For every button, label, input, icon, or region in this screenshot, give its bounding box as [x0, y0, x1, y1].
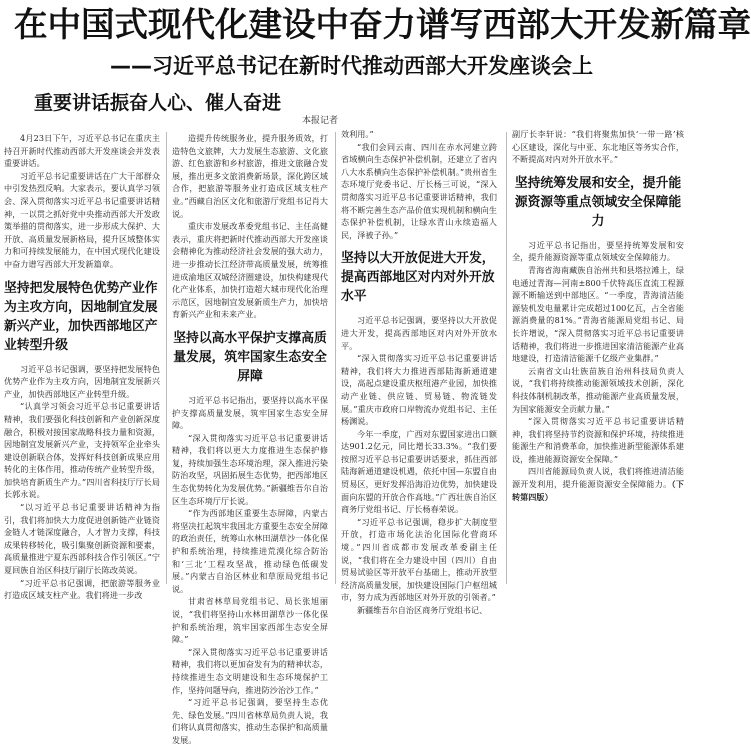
- paragraph: “认真学习领会习近平总书记重要讲话精神，我们要强化科技创新和产业创新深度融合，积极对接国家战略科技力量和资源，因地制宜发展新兴产业，支持领军企业牵头建设创新联合体，发挥好科技创新成果应用转化的主体作用，推动传统产业转型升级，加快培育新质生产力。”四川省科技厅厅长局长郭永说。: [4, 401, 160, 500]
- paragraph: 习近平总书记重要讲话在广大干部群众中引发热烈反响。大家表示，要认真学习领会、深入贯彻落实习近平总书记重要讲话精神，一以贯之抓好党中央推动西部大开发政策举措的贯彻落实，进一步形成大保护、大开放、高质量发展新格局，提升区域整体实力和可持续发展能力，在中国式现代化建设中奋力谱写西部大开发新篇章。: [4, 170, 160, 269]
- paragraph: 造提升传统服务业，提升服务质效，打造特色文旅牌，大力发展生态旅游、文化旅游、红色旅游和乡村旅游，推进文旅融合发展，推出更多文旅消费新场景，深化跨区域合作，把旅游等服务业打造成区域支柱产业。”西藏自治区文化和旅游厅党组书记肖大说。: [172, 133, 328, 219]
- paragraph: 今年一季度，广西对东盟国家进出口额达901.2亿元，同比增长33.3%。“我们要按照习近平总书记重要讲话要求，抓住西部陆海新通道建设机遇，依托中国—东盟自由贸易区，更好发挥沿海沿边优势，加快建设面向东盟的开放合作高地。”广西壮族自治区商务厅党组书记、厅长杨春荣说。: [341, 428, 497, 515]
- paragraph: “习近平总书记强调，稳步扩大制度型开放，打造市场化法治化国际化营商环境。”四川省成都市发展改革委副主任说，“我们将在全力建设中国（四川）自由贸易试验区等开放平台基础上，推动开放型经济高质量发展，加快建设国际门户枢纽城市，努力成为西部地区对外开放的引领者。”: [341, 516, 497, 603]
- section-heading: 坚持把发展特色优势产业作为主攻方向，因地制宜发展新兴产业，加快西部地区产业转型升级: [4, 280, 158, 353]
- page-subtitle-line2: 重要讲话振奋人心、催人奋进: [34, 92, 282, 114]
- paragraph: “以习近平总书记重要讲话精神为指引，我们将加快大力度促进创新链产业链资金链人才链深度融合，人才智力支撑，科技成果转移转化，吸引集聚创新资源和要素，高质量推进宁夏东西部科技合作引领区。”宁夏回族自治区科技厅副厅长陈改英说。: [4, 502, 160, 576]
- paragraph: 甘肃省林草局党组书记、局长张旭丽说，“我们将坚持山水林田湖草沙一体化保护和系统治理，筑牢国家西部生态安全屏障。”: [172, 596, 328, 645]
- paragraph: 云南省文山壮族苗族自治州科技局负责人说，“我们将持续推动能源领域技术创新，深化科技体制机制改革，推动能源产业高质量发展，为国家能源安全贡献力量。”: [512, 365, 684, 414]
- paragraph: 4月23日下午，习近平总书记在重庆主持召开新时代推动西部大开发座谈会并发表重要讲话。: [4, 133, 160, 169]
- column-rule: [506, 132, 507, 584]
- paragraph: 习近平总书记指出，要坚持统筹发展和安全，提升能源资源等重点领域安全保障能力。: [512, 239, 684, 263]
- paragraph: “习近平总书记强调，要坚持生态优先、绿色发展。”四川省林草局负责人说，我们将认真贯彻落实，推动生态保护和高质量发展。: [172, 697, 328, 745]
- article-column-2: [172, 132, 328, 745]
- paragraph: 习近平总书记强调，要坚持把发展特色优势产业作为主攻方向，因地制宜发展新兴产业，加快西部地区产业转型升级。: [4, 363, 160, 399]
- paragraph: “深入贯彻落实习近平总书记重要讲话精神，我们将以更加奋发有为的精神状态，持续推进生态文明建设和生态环境保护工作，坚持问题导向，推进防沙治沙工作。”: [172, 646, 328, 695]
- paragraph: “作为西部地区重要生态屏障，内蒙古将坚决扛起筑牢我国北方重要生态安全屏障的政治责任，统筹山水林田湖草沙一体化保护和系统治理，持续推进荒漠化综合防治和‘三北’工程攻坚战，推动绿色低碳发展。”内蒙古自治区林业和草原局党组书记说。: [172, 508, 328, 594]
- byline: 本报记者: [302, 116, 339, 126]
- page-subtitle: ——习近平总书记在新时代推动西部大开发座谈会上: [110, 54, 593, 78]
- paragraph: 效利用。”: [341, 129, 374, 139]
- paragraph: 青海省海南藏族自治州共和县塔拉滩上，绿电通过青海—河南±800千伏特高压直流工程源源不断输送到中部地区。“一季度，青海清洁能源装机发电量累计完成超过100亿瓦，占全省能源消费量的81%。”青海省能源局党组书记、局长许增说，“深入贯彻落实习近平总书记重要讲话精神，我们将进一步推进国家清洁能源产业高地建设，打造清洁能源千亿级产业集群。”: [512, 264, 684, 364]
- paragraph: 重庆市发展改革委党组书记、主任高健表示，重庆将把新时代推动西部大开发座谈会精神化为推动经济社会发展的强大动力，进一步推动长江经济带高质量发展，统筹推进成渝地区双城经济圈建设，加快构建现代化产业体系，加快打造超大城市现代化治理示范区，因地制宜发展新质生产力，加快培育新兴产业和未来产业。: [172, 221, 328, 320]
- paragraph: 习近平总书记指出，要坚持以高水平保护支撑高质量发展，筑牢国家生态安全屏障。: [172, 394, 328, 431]
- paragraph: [512, 465, 684, 503]
- paragraph: “深入贯彻落实习近平总书记重要讲话精神，我们将以更大力度推进生态保护修复，持续加强生态环境治理，深入推进污染防治攻坚，巩固拓展生态优势，把西部地区生态优势转化为发展优势。”新疆维吾尔自治区生态环境厅厅长说。: [172, 432, 328, 506]
- paragraph: “我们会同云南、四川在赤水河建立跨省域横向生态保护补偿机制，还建立了省内八大水系横向生态保护补偿机制。”贵州省生态环境厅党委书记、厅长杨三可说，“深入贯彻落实习近平总书记重要讲话精神，我们将不断完善生态产品价值实现机制和横向生态保护补偿机制，让绿水青山永续造福人民，泽被子孙。”: [341, 141, 497, 240]
- paragraph: “深入贯彻落实习近平总书记重要讲话精神，我们将大力推进西部陆海新通道建设，高起点建设重庆枢纽港产业园，加快推动产业链、供应链、贸易链、物流链发展。”重庆市政府口岸物流办党组书记、主任杨渊说。: [341, 353, 497, 427]
- section-heading: 坚持以高水平保护支撑高质量发展，筑牢国家生态安全屏障: [173, 330, 327, 384]
- section-heading: 坚持统筹发展和安全，提升能源资源等重点领域安全保障能力: [514, 175, 682, 229]
- section-heading: 坚持以大开放促进大开发，提高西部地区对内对外开放水平: [341, 251, 495, 305]
- paragraph: “深入贯彻落实习近平总书记重要讲话精神，我们将坚持节约资源和保护环境，持续推进能源生产和消费革命，加快推进新型能源体系建设，推进能源资源安全保障。”: [512, 416, 684, 464]
- page-headline: 在中国式现代化建设中奋力谱写西部大开发新篇章: [14, 5, 751, 44]
- article-column-3: [341, 128, 497, 615]
- column-rule: [335, 132, 336, 584]
- continued-note[interactable]: （下转第四版）: [512, 479, 684, 502]
- article-column-4: [512, 128, 684, 584]
- article-column-1: [4, 132, 160, 601]
- paragraph: “习近平总书记强调，把旅游等服务业打造成区域支柱产业。我们将进一步改: [4, 577, 160, 601]
- paragraph-text: 四川省能源局负责人说，我们将推进清洁能源开发利用，提升能源资源安全保障能力。: [512, 466, 684, 490]
- paragraph: 副厅长李轩说：“我们将聚焦加快‘一带一路’核心区建设，深化与中亚、东北地区等务实合作，不断提高对内对外开放水平。”: [512, 129, 684, 165]
- paragraph: 新疆维吾尔自治区商务厅党组书记、: [357, 605, 488, 615]
- paragraph: 习近平总书记强调，要坚持以大开放促进大开发，提高西部地区对内对外开放水平。: [341, 315, 497, 351]
- column-rule: [166, 132, 167, 584]
